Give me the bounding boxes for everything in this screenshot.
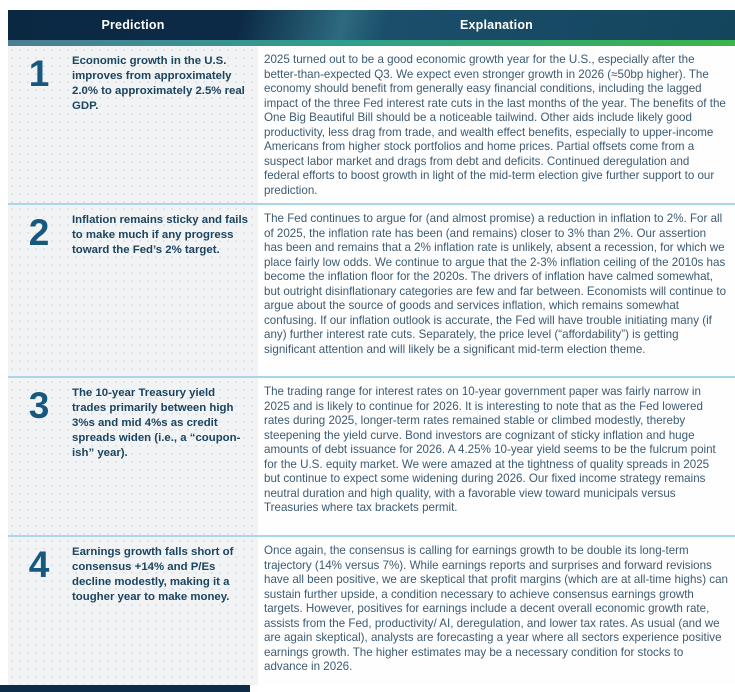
prediction-column-header: Prediction — [101, 18, 165, 32]
prediction-number: 2 — [28, 212, 50, 253]
explanation-text: The Fed continues to argue for (and almost promise) a reduction in inflation to 2%. For all of 2025, the inflation rate has been (and remains) closer to 3% than 2%. Our assertion has been and remains that a 2% inflation rate is unlikely, absent a recession, for which we place fairly low odds. We continue to argue that the 2-3% inflation ceiling of the 2010s has become the inflation floor for the 2020s. The drivers of inflation have calmed somewhat, but outright disinflationary categories are few and far between. Economists will continue to argue about the source of goods and services inflation, which remains somewhat confusing. If our inflation outlook is accurate, the Fed will have trouble initiating many (if any) further interest rate cuts. Separately, the price level (“affordability”) is getting significant attention and will likely be a significant mid-term election theme. — [258, 205, 735, 376]
prediction-text: Economic growth in the U.S. improves from approximately 2.0% to approximately 2.5% real GDP. — [72, 55, 245, 112]
table-header-row — [8, 10, 735, 40]
explanation-text: 2025 turned out to be a good economic growth year for the U.S., especially after the better-than-expected Q3. We expect even stronger growth in 2026 (≈50bp higher). The economy should benefit from generally easy financial conditions, including the lagged impact of the three Fed interest rate cuts in the last months of the year. The benefits of the One Big Beautiful Bill should be a noticeable tailwind. Other aids include likely good productivity, less drag from trade, and wealth effect benefits, especially to upper-income Americans from higher stock portfolios and home prices. Partial offsets come from a suspect labor market and drags from debt and deficits. Continued deregulation and federal efforts to boost growth in light of the mid-term election give further support to our prediction. — [258, 46, 735, 203]
explanation-text: The trading range for interest rates on 10-year government paper was fairly narrow in 2025 and is likely to continue for 2026. It is interesting to note that as the Fed lowered rates during 2025, longer-term rates remained stable or climbed modestly, thereby steepening the yield curve. Bond investors are cognizant of sticky inflation and huge amounts of debt issuance for 2026. A 4.25% 10-year yield seems to be the fulcrum point for the U.S. equity market. We were amazed at the tightness of quality spreads in 2025 but continue to expect some widening during 2026. Our fixed income strategy remains neutral duration and high quality, with a favorable view toward municipals versus Treasuries where tax brackets permit. — [258, 378, 735, 535]
predictions-table — [8, 10, 735, 692]
table-row — [8, 378, 735, 535]
table-row — [8, 46, 735, 203]
prediction-cell — [8, 537, 258, 685]
prediction-text: Earnings growth falls short of consensus +14% and P/Es decline modestly, making it a tougher year to make money. — [72, 546, 234, 603]
prediction-number: 3 — [28, 385, 50, 426]
prediction-number: 1 — [28, 53, 50, 94]
explanation-text: Once again, the consensus is calling for earnings growth to be double its long-term trajectory (14% versus 7%). While earnings reports and surprises and forward revisions have all been positive, we are skeptical that profit margins (which are at all-time highs) can sustain further upside, a condition necessary to achieve consensus earnings growth targets. However, positives for earnings include a decent overall economic growth rate, assists from the Fed, productivity/ AI, deregulation, and lower tax rates. As usual (and we are again skeptical), analysts are forecasting a year where all sectors experience positive earnings growth. The higher estimates may be a necessary condition for stocks to advance in 2026. — [258, 537, 735, 685]
prediction-text: Inflation remains sticky and fails to make much if any progress toward the Fed’s 2% target. — [72, 214, 248, 256]
table-row — [8, 537, 735, 685]
table-row — [8, 205, 735, 376]
prediction-text: The 10-year Treasury yield trades primarily between high 3%s and mid 4%s as credit spreads widen (i.e., a “coupon-ish” year). — [72, 387, 241, 459]
prediction-cell — [8, 205, 258, 376]
prediction-cell — [8, 46, 258, 203]
explanation-column-header: Explanation — [459, 18, 534, 32]
prediction-number: 4 — [28, 544, 50, 585]
bottom-accent-bar — [0, 685, 250, 692]
prediction-cell — [8, 378, 258, 535]
